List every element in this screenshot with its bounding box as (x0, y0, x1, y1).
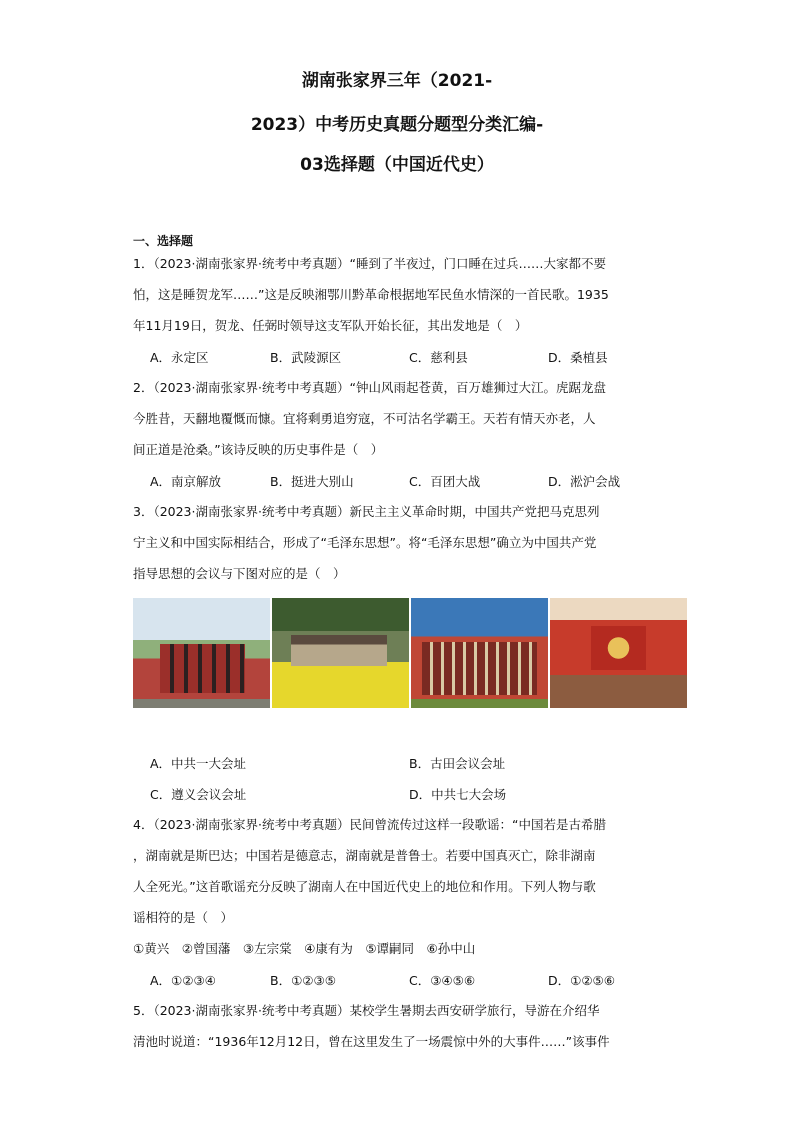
q2-line-2: 今胜昔，天翻地覆慨而慷。宜将剩勇追穷寇，不可沽名学霸王。天若有情天亦老，人 (133, 411, 596, 426)
q4-line-1: 4．（2023·湖南张家界·统考中考真题）民间曾流传过这样一段歌谣：“中国若是古希腊 (133, 817, 606, 832)
q1-option-b[interactable]: B．武陵源区 (270, 350, 342, 365)
q1-option-a[interactable]: A．永定区 (150, 350, 209, 365)
q5-line-2: 清池时说道：“1936年12月12日，曾在这里发生了一场震惊中外的大事件……”该事件 (133, 1034, 610, 1049)
q4-option-d[interactable]: D．①②⑤⑥ (548, 973, 615, 988)
q2-option-c[interactable]: C．百团大战 (409, 474, 481, 489)
q3-option-a[interactable]: A．中共一大会址 (150, 756, 247, 771)
photo-strip (133, 598, 687, 708)
q1-line-1: 1．（2023·湖南张家界·统考中考真题）“睡到了半夜过，门口睡在过兵……大家都不要 (133, 256, 606, 271)
q1-option-d[interactable]: D．桑植县 (548, 350, 608, 365)
q2-line-3: 间正道是沧桑。”该诗反映的历史事件是（ ） (133, 442, 384, 457)
q3-option-c[interactable]: C．遵义会议会址 (150, 787, 247, 802)
q3-line-3: 指导思想的会议与下图对应的是（ ） (133, 566, 346, 581)
q4-line-3: 人全死光。”这首歌谣充分反映了湖南人在中国近代史上的地位和作用。下列人物与歌 (133, 879, 596, 894)
q2-option-b[interactable]: B．挺进大别山 (270, 474, 354, 489)
q4-line-4: 谣相符的是（ ） (133, 910, 234, 925)
q1-line-2: 怕，这是睡贺龙军……”这是反映湘鄂川黔革命根据地军民鱼水情深的一首民歌。1935 (133, 287, 609, 302)
title-line-1: 湖南张家界三年（2021- (301, 71, 493, 91)
title-line-3: 03选择题（中国近代史） (300, 155, 494, 175)
q4-option-c[interactable]: C．③④⑤⑥ (409, 973, 476, 988)
title-line-2: 2023）中考历史真题分题型分类汇编- (250, 115, 544, 135)
q2-option-d[interactable]: D．淞沪会战 (548, 474, 621, 489)
q2-line-1: 2．（2023·湖南张家界·统考中考真题）“钟山风雨起苍黄，百万雄狮过大江。虎踞龙盘 (133, 380, 606, 395)
photo-first-congress-site (133, 598, 270, 708)
q3-option-d[interactable]: D．中共七大会场 (409, 787, 507, 802)
q4-option-b[interactable]: B．①②③⑤ (270, 973, 336, 988)
q1-line-3: 年11月19日，贺龙、任弼时领导这支军队开始长征，其出发地是（ ） (133, 318, 528, 333)
photo-seventh-congress-hall (550, 598, 687, 708)
q5-line-1: 5．（2023·湖南张家界·统考中考真题）某校学生暑期去西安研学旅行，导游在介绍华 (133, 1003, 600, 1018)
photo-zunyi-site (411, 598, 548, 708)
q4-items: ①黄兴 ②曾国藩 ③左宗棠 ④康有为 ⑤谭嗣同 ⑥孙中山 (133, 941, 476, 956)
photo-gutian-site (272, 598, 409, 708)
q1-option-c[interactable]: C．慈利县 (409, 350, 468, 365)
q2-option-a[interactable]: A．南京解放 (150, 474, 222, 489)
q4-line-2: ，湖南就是斯巴达；中国若是德意志，湖南就是普鲁士。若要中国真灭亡，除非湖南 (133, 848, 596, 863)
q3-option-b[interactable]: B．古田会议会址 (409, 756, 506, 771)
q3-line-2: 宁主义和中国实际相结合，形成了“毛泽东思想”。将“毛泽东思想”确立为中国共产党 (133, 535, 597, 550)
q4-option-a[interactable]: A．①②③④ (150, 973, 216, 988)
q3-line-1: 3．（2023·湖南张家界·统考中考真题）新民主主义革命时期，中国共产党把马克思列 (133, 504, 600, 519)
section-heading: 一、选择题 (133, 234, 194, 248)
